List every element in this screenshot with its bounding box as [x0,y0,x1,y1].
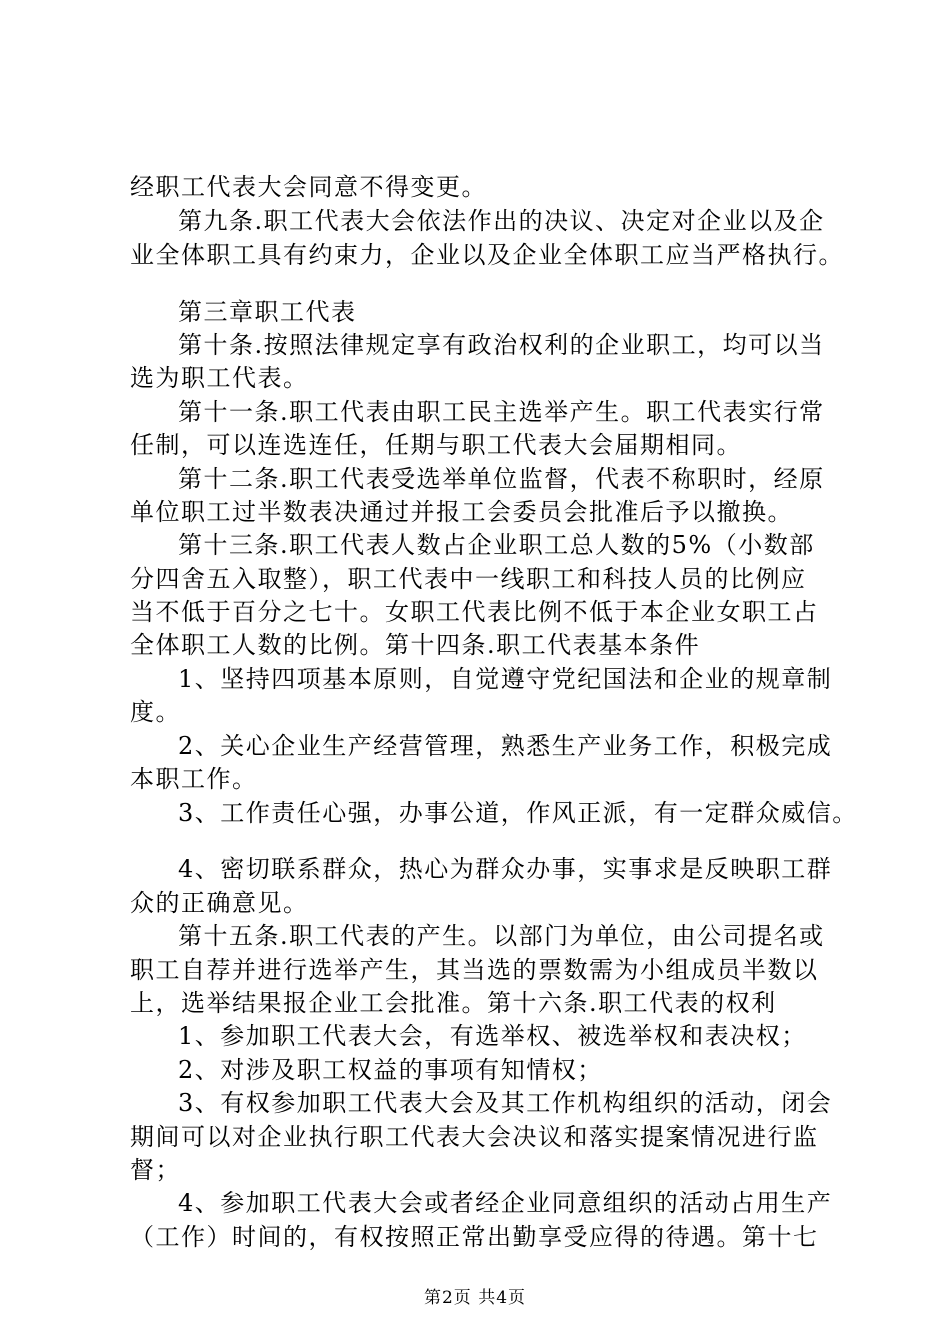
text-line: 第十五条.职工代表的产生。以部门为单位，由公司提名或 [178,922,825,950]
text-line: 1、参加职工代表大会，有选举权、被选举权和表决权； [178,1022,807,1050]
text-line: 第十条.按照法律规定享有政治权利的企业职工，均可以当 [178,331,825,359]
text-line: 职工自荐并进行选举产生，其当选的票数需为小组成员半数以 [130,956,819,984]
text-line: 全体职工人数的比例。第十四条.职工代表基本条件 [130,631,701,659]
text-line: 1、坚持四项基本原则，自觉遵守党纪国法和企业的规章制 [178,665,833,693]
text-line: 当不低于百分之七十。女职工代表比例不低于本企业女职工占 [130,598,819,626]
text-line: 3、工作责任心强，办事公道，作风正派，有一定群众威信。 [178,799,858,827]
text-line: 第十二条.职工代表受选举单位监督，代表不称职时，经原 [178,465,825,493]
text-line: 任制，可以连选连任，任期与职工代表大会届期相同。 [130,431,742,459]
text-line: 本职工作。 [130,765,258,793]
text-line: 2、对涉及职工权益的事项有知情权； [178,1056,603,1084]
text-line: 第九条.职工代表大会依法作出的决议、决定对企业以及企 [178,207,825,235]
text-line: 4、参加职工代表大会或者经企业同意组织的活动占用生产 [178,1189,833,1217]
text-line: 第十一条.职工代表由职工民主选举产生。职工代表实行常 [178,398,825,426]
text-line: 分四舍五入取整），职工代表中一线职工和科技人员的比例应 [130,565,807,593]
text-line: 2、关心企业生产经营管理，熟悉生产业务工作，积极完成 [178,732,833,760]
text-line: 期间可以对企业执行职工代表大会决议和落实提案情况进行监 [130,1123,819,1151]
text-line: 经职工代表大会同意不得变更。 [130,173,487,201]
chapter-heading: 第三章职工代表 [178,298,357,326]
text-line: 4、密切联系群众，热心为群众办事，实事求是反映职工群 [178,855,833,883]
text-line: 单位职工过半数表决通过并报工会委员会批准后予以撤换。 [130,498,793,526]
text-line: 督； [130,1156,181,1184]
text-line: 3、有权参加职工代表大会及其工作机构组织的活动，闭会 [178,1089,833,1117]
text-line: 度。 [130,698,181,726]
text-line: 选为职工代表。 [130,364,309,392]
page-number-footer: 第2页 共4页 [423,1288,527,1308]
text-line: 第十三条.职工代表人数占企业职工总人数的5%（小数部 [178,531,815,559]
text-line: 业全体职工具有约束力，企业以及企业全体职工应当严格执行。 [130,241,844,269]
text-line: 上，选举结果报企业工会批准。第十六条.职工代表的权利 [130,989,777,1017]
text-line: （工作）时间的，有权按照正常出勤享受应得的待遇。第十七 [130,1223,819,1251]
text-line: 众的正确意见。 [130,889,309,917]
